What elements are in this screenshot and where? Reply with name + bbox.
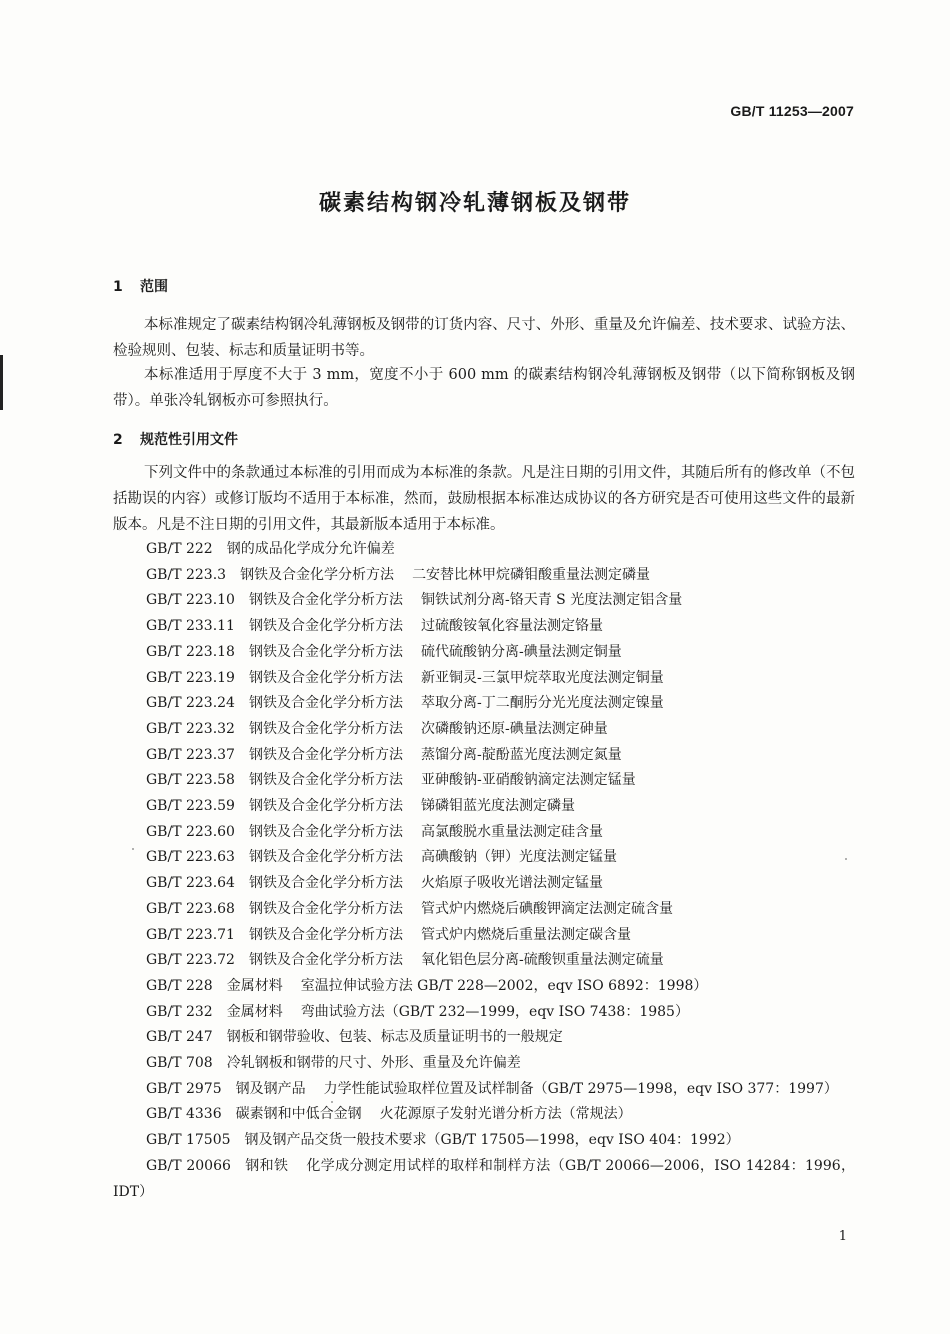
reference-item	[113, 871, 855, 897]
reference-code: GB/T 708	[146, 1055, 213, 1072]
reference-category: 钢铁及合金化学分析方法	[240, 566, 395, 583]
reference-title: 高氯酸脱水重量法测定硅含量	[420, 823, 603, 840]
reference-code: GB/T 223.68	[146, 900, 235, 917]
reference-item	[113, 845, 855, 871]
reference-category: 钢铁及合金化学分析方法	[248, 592, 403, 609]
reference-item	[113, 1077, 855, 1103]
reference-category: 钢铁及合金化学分析方法	[248, 669, 403, 686]
reference-item	[113, 614, 855, 640]
reference-category: 钢铁及合金化学分析方法	[248, 618, 403, 635]
section-title: 范围	[140, 279, 168, 295]
reference-item	[113, 768, 855, 794]
scope-paragraph-1: 本标准规定了碳素结构钢冷轧薄钢板及钢带的订货内容、尺寸、外形、重量及允许偏差、技术要求、试验方法、检验规则、包装、标志和质量证明书等。	[113, 317, 855, 359]
reference-category: 金属材料	[226, 977, 283, 994]
reference-category: 钢铁及合金化学分析方法	[248, 643, 403, 660]
reference-list	[113, 537, 855, 1205]
reference-code: GB/T 4336	[146, 1106, 222, 1123]
reference-code: GB/T 223.18	[146, 643, 235, 660]
reference-category: 金属材料	[226, 1003, 283, 1020]
reference-title: 锑磷钼蓝光度法测定磷量	[420, 798, 575, 815]
reference-title: 高碘酸钠（钾）光度法测定锰量	[420, 849, 617, 866]
reference-category: 碳素钢和中低合金钢	[235, 1106, 362, 1123]
reference-item	[113, 1051, 855, 1077]
section-number: 1	[113, 279, 123, 295]
reference-category: 钢铁及合金化学分析方法	[248, 746, 403, 763]
reference-item	[113, 974, 855, 1000]
reference-title: 过硫酸铵氧化容量法测定铬量	[420, 618, 603, 635]
scan-edge-mark	[0, 355, 3, 410]
reference-title: 冷轧钢板和钢带的尺寸、外形、重量及允许偏差	[226, 1055, 521, 1072]
reference-code: GB/T 223.58	[146, 772, 235, 789]
reference-code: GB/T 223.64	[146, 875, 235, 892]
standard-code: GB/T 11253—2007	[730, 103, 854, 119]
reference-title: 硫代硫酸钠分离-碘量法测定铜量	[420, 643, 622, 660]
reference-code: GB/T 223.3	[146, 566, 227, 583]
reference-title: 钢及钢产品交货一般技术要求（GB/T 17505—1998，eqv ISO 404：1992）	[244, 1132, 740, 1149]
reference-category: 钢铁及合金化学分析方法	[248, 823, 403, 840]
reference-category: 钢铁及合金化学分析方法	[248, 952, 403, 969]
reference-item	[113, 537, 855, 563]
reference-item	[113, 1000, 855, 1026]
reference-item	[113, 1128, 855, 1154]
reference-title: 火焰原子吸收光谱法测定锰量	[420, 875, 603, 892]
page-number: 1	[838, 1229, 847, 1244]
reference-code: GB/T 233.11	[146, 618, 235, 635]
reference-title: 次磷酸钠还原-碘量法测定砷量	[420, 720, 608, 737]
reference-code: GB/T 223.24	[146, 695, 235, 712]
reference-title: 萃取分离-丁二酮肟分光光度法测定镍量	[420, 695, 664, 712]
reference-item	[113, 743, 855, 769]
reference-title: 室温拉伸试验方法 GB/T 228—2002，eqv ISO 6892：1998）	[300, 977, 708, 994]
reference-category: 钢铁及合金化学分析方法	[248, 798, 403, 815]
reference-code: GB/T 223.71	[146, 926, 235, 943]
section-title: 规范性引用文件	[140, 432, 238, 448]
reference-title: 蒸馏分离-靛酚蓝光度法测定氮量	[420, 746, 622, 763]
reference-code: GB/T 17505	[146, 1132, 231, 1149]
reference-code: GB/T 223.63	[146, 849, 235, 866]
section-2-heading	[113, 429, 238, 449]
reference-category: 钢及钢产品	[235, 1080, 306, 1097]
reference-title: 火花源原子发射光谱分析方法（常规法）	[379, 1106, 632, 1123]
reference-category: 钢铁及合金化学分析方法	[248, 772, 403, 789]
reference-title: 铜铁试剂分离-铬天青 S 光度法测定铝含量	[420, 592, 683, 609]
reference-title: 力学性能试验取样位置及试样制备（GB/T 2975—1998，eqv ISO 377：1997）	[323, 1080, 838, 1097]
document-title: 碳素结构钢冷轧薄钢板及钢带	[318, 191, 631, 216]
section-1-heading	[113, 276, 168, 296]
reference-category: 钢铁及合金化学分析方法	[248, 720, 403, 737]
reference-item	[113, 1025, 855, 1051]
reference-category: 钢铁及合金化学分析方法	[248, 695, 403, 712]
reference-item	[113, 820, 855, 846]
reference-item	[113, 563, 855, 589]
reference-item	[113, 794, 855, 820]
reference-title: 管式炉内燃烧后碘酸钾滴定法测定硫含量	[420, 900, 673, 917]
reference-title: 新亚铜灵-三氯甲烷萃取光度法测定铜量	[420, 669, 664, 686]
reference-title: 管式炉内燃烧后重量法测定碳含量	[420, 926, 631, 943]
references-intro: 下列文件中的条款通过本标准的引用而成为本标准的条款。凡是注日期的引用文件，其随后所有的修改单（不包括勘误的内容）或修订版均不适用于本标准，然而，鼓励根据本标准达成协议的各方研究是否可使用这些文件的最新版本。凡是不注日期的引用文件，其最新版本适用于本标准。	[113, 465, 855, 533]
reference-title: 二安替比林甲烷磷钼酸重量法测定磷量	[412, 566, 651, 583]
reference-title: 钢板和钢带验收、包装、标志及质量证明书的一般规定	[226, 1029, 563, 1046]
reference-item	[113, 1102, 855, 1128]
reference-title: 亚砷酸钠-亚硝酸钠滴定法测定锰量	[420, 772, 636, 789]
reference-category: 钢铁及合金化学分析方法	[248, 875, 403, 892]
reference-title: 弯曲试验方法（GB/T 232—1999，eqv ISO 7438：1985）	[300, 1003, 689, 1020]
reference-code: GB/T 223.32	[146, 720, 235, 737]
reference-code: GB/T 228	[146, 977, 213, 994]
reference-code: GB/T 232	[146, 1003, 213, 1020]
reference-category: 钢和铁	[244, 1157, 289, 1174]
reference-code: GB/T 223.37	[146, 746, 235, 763]
reference-code: GB/T 223.60	[146, 823, 235, 840]
reference-item	[113, 588, 855, 614]
reference-code: GB/T 223.19	[146, 669, 235, 686]
reference-item	[113, 948, 855, 974]
reference-code: GB/T 223.72	[146, 952, 235, 969]
reference-code: GB/T 2975	[146, 1080, 222, 1097]
reference-item	[113, 640, 855, 666]
reference-code: GB/T 223.10	[146, 592, 235, 609]
reference-item	[113, 691, 855, 717]
section-number: 2	[113, 432, 123, 448]
reference-category: 钢铁及合金化学分析方法	[248, 900, 403, 917]
reference-item	[113, 717, 855, 743]
reference-code: GB/T 20066	[146, 1157, 231, 1174]
reference-code: GB/T 247	[146, 1029, 213, 1046]
reference-category: 钢铁及合金化学分析方法	[248, 849, 403, 866]
reference-item	[113, 1154, 855, 1205]
reference-title: 钢的成品化学成分允许偏差	[226, 541, 395, 557]
reference-title: 化学成分测定用试样的取样和制样方法（GB/T 20066—2006，ISO 14284：1996，IDT）	[113, 1157, 856, 1200]
scope-paragraph-2: 本标准适用于厚度不大于 3 mm，宽度不小于 600 mm 的碳素结构钢冷轧薄钢板及钢带（以下简称钢板及钢带）。单张冷轧钢板亦可参照执行。	[113, 367, 855, 409]
reference-code: GB/T 222	[146, 541, 213, 557]
reference-category: 钢铁及合金化学分析方法	[248, 926, 403, 943]
reference-title: 氧化铝色层分离-硫酸钡重量法测定硫量	[420, 952, 664, 969]
reference-item	[113, 666, 855, 692]
reference-code: GB/T 223.59	[146, 798, 235, 815]
reference-item	[113, 897, 855, 923]
reference-item	[113, 923, 855, 949]
